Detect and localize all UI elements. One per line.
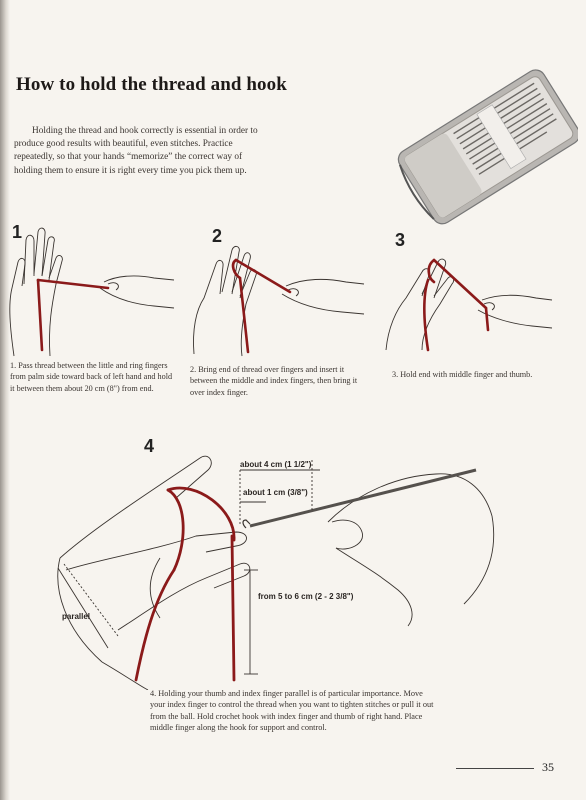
step-1-caption: 1. Pass thread between the little and ring fingers from palm side toward back of left hand and hold it between them about 20 cm (8") from end.: [10, 361, 173, 393]
step-3-caption: 3. Hold end with middle finger and thumb.: [392, 370, 533, 379]
step-4-illustration: [36, 440, 506, 690]
step-3-illustration: [382, 238, 554, 360]
step-1-illustration: [4, 218, 180, 358]
step-2-illustration: [186, 234, 366, 358]
step-2-caption: 2. Bring end of thread over fingers and insert it between the middle and index fingers, then bring it over index finger.: [190, 365, 358, 397]
page-title: How to hold the thread and hook: [16, 74, 287, 95]
parallel-label: parallel: [62, 612, 91, 621]
step-4-caption: 4. Holding your thumb and index finger parallel is of particular importance. Move your index finger to control the thread when you want to tighten stitches or pull it out from the ball. Hold crochet hook with index finger and thumb of right hand. Place middle finger along the hook for support and control.: [150, 689, 434, 733]
step-2-number: 2: [212, 226, 223, 246]
crochet-hook-case-photo: [394, 44, 578, 244]
step-4-number: 4: [144, 436, 155, 456]
thread-length-measurement: from 5 to 6 cm (2 - 2 3/8"): [258, 592, 354, 601]
hook-measurement-long: about 4 cm (1 1/2"): [240, 460, 312, 469]
page-spine-shadow: [0, 0, 10, 800]
step-1-number: 1: [12, 222, 23, 242]
page-number: 35: [542, 760, 554, 774]
intro-paragraph: Holding the thread and hook correctly is essential in order to produce good results with beautiful, even stitches. Practice repeatedly, so that your hands “memorize” the correct way of holding them to ensure it is right every time you pick them up.: [14, 126, 258, 176]
hook-measurement-short: about 1 cm (3/8"): [243, 488, 308, 497]
step-3-number: 3: [395, 230, 406, 250]
footer-rule: [456, 768, 534, 769]
